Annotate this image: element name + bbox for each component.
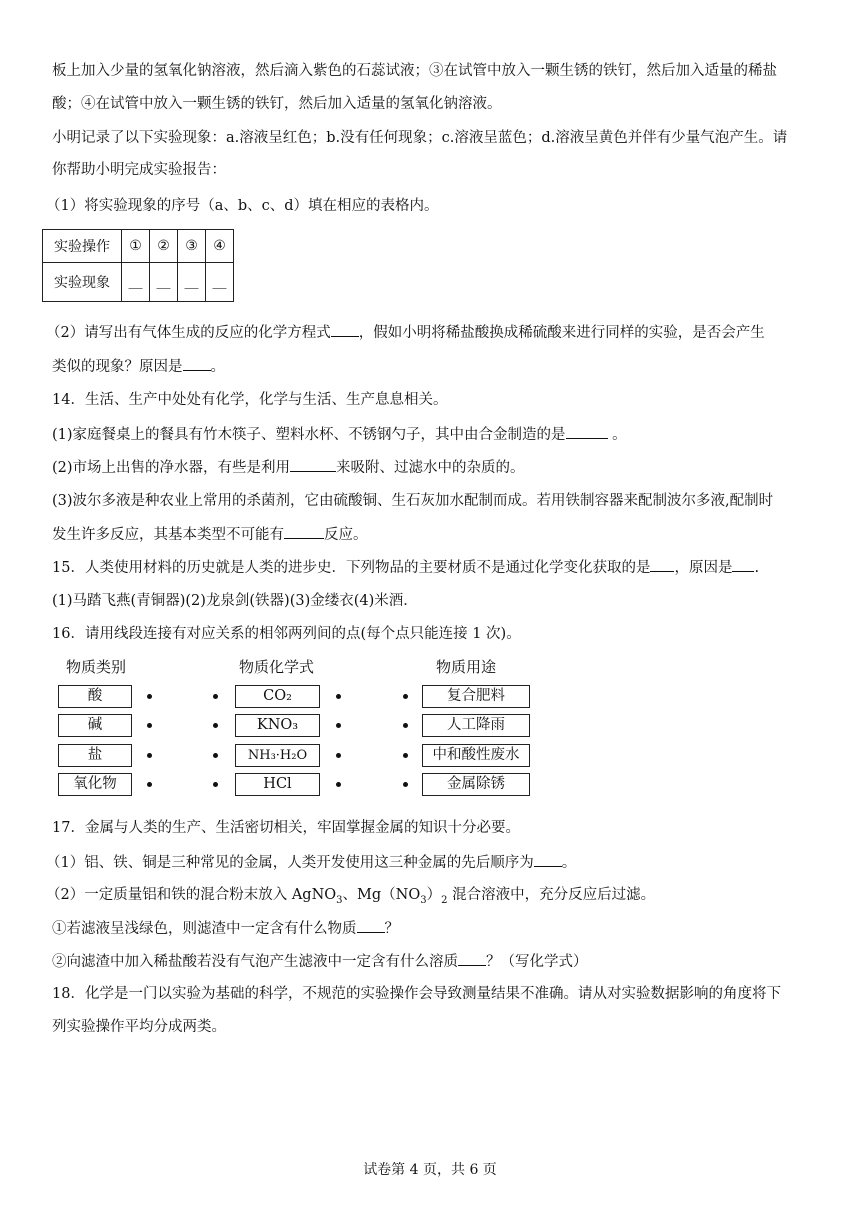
connect-dot[interactable] (147, 694, 152, 699)
column-header-category: 物质类别 (66, 658, 127, 676)
answer-blank[interactable] (534, 852, 562, 867)
column-header-formula: 物质化学式 (239, 658, 315, 676)
table-answer-cell[interactable]: ＿ (150, 263, 178, 302)
text-line: (1)马踏飞燕(青铜器)(2)龙泉剑(铁器)(3)金缕衣(4)米酒． (52, 593, 418, 609)
text-line: ②向滤渣中加入稀盐酸若没有气泡产生滤液中一定含有什么溶质 ？（写化学式） (52, 951, 820, 972)
connect-dot[interactable] (213, 753, 218, 758)
connect-dot[interactable] (147, 782, 152, 787)
connect-dot[interactable] (403, 723, 408, 728)
answer-blank[interactable] (331, 322, 359, 337)
question-18: 18．化学是一门以实验为基础的科学，不规范的实验操作会导致测量结果不准确。请从对实验数据影响的角度将下 (52, 986, 781, 1002)
table-header-operation: 实验操作 (43, 230, 122, 263)
text-line: （2）请写出有气体生成的反应的化学方程式 ，假如小明将稀盐酸换成稀硫酸来进行同样的实验，是否会产生 (46, 322, 820, 343)
category-box: 盐 (58, 744, 132, 767)
text-line: （2）一定质量铝和铁的混合粉末放入 AgNO$_3$、$Mg(NO_3)_2$ 混合溶液中，充分反应后过滤。 (46, 887, 656, 906)
table-cell: ② (150, 230, 178, 263)
text-line: 类似的现象？原因是 。 (52, 356, 820, 377)
connect-dot[interactable] (147, 723, 152, 728)
table-cell: ③ (178, 230, 206, 263)
question-15: 15．人类使用材料的历史就是人类的进步史．下列物品的主要材质不是通过化学变化获取的是 ，原因是 . (52, 557, 820, 578)
answer-blank[interactable] (357, 918, 385, 933)
question-16: 16．请用线段连接有对应关系的相邻两列间的点(每个点只能连接 1 次)。 (52, 626, 521, 642)
answer-blank[interactable] (284, 524, 324, 539)
table-answer-cell[interactable]: ＿ (206, 263, 234, 302)
connect-dot[interactable] (336, 782, 341, 787)
matching-diagram (58, 656, 578, 801)
text-line: 你帮助小明完成实验报告： (52, 162, 226, 178)
text-line: （1）铝、铁、铜是三种常见的金属，人类开发使用这三种金属的先后顺序为 。 (46, 852, 820, 873)
answer-blank[interactable] (183, 356, 211, 371)
answer-blank[interactable] (650, 557, 674, 572)
table-header-phenomenon: 实验现象 (43, 263, 122, 302)
connect-dot[interactable] (213, 782, 218, 787)
use-box: 中和酸性废水 (422, 744, 530, 767)
question-14: 14．生活、生产中处处有化学，化学与生活、生产息息相关。 (52, 392, 448, 408)
formula-box: CO₂ (235, 685, 320, 708)
table-cell: ④ (206, 230, 234, 263)
connect-dot[interactable] (213, 694, 218, 699)
answer-blank[interactable] (566, 424, 608, 439)
connect-dot[interactable] (336, 723, 341, 728)
text-line: 发生许多反应，其基本类型不可能有 反应。 (52, 524, 820, 545)
text-line: （1）将实验现象的序号（a、b、c、d）填在相应的表格内。 (46, 198, 439, 214)
table-answer-cell[interactable]: ＿ (122, 263, 150, 302)
use-box: 复合肥料 (422, 685, 530, 708)
formula-box: HCl (235, 773, 320, 796)
text-line: 小明记录了以下实验现象：a.溶液呈红色；b.没有任何现象；c.溶液呈蓝色；d.溶液呈黄色并伴有少量气泡产生。请 (52, 130, 788, 146)
use-box: 金属除锈 (422, 773, 530, 796)
connect-dot[interactable] (336, 753, 341, 758)
text-line: 酸；④在试管中放入一颗生锈的铁钉，然后加入适量的氢氧化钠溶液。 (52, 96, 502, 112)
page-footer: 试卷第 4 页，共 6 页 (363, 1162, 497, 1178)
formula-box: NH₃·H₂O (235, 744, 320, 767)
connect-dot[interactable] (147, 753, 152, 758)
text-line: (1)家庭餐桌上的餐具有竹木筷子、塑料水杯、不锈钢勺子，其中由合金制造的是 。 (52, 424, 820, 445)
text-line: ①若滤液呈浅绿色，则滤渣中一定含有什么物质 ？ (52, 918, 820, 939)
text-line: (3)波尔多液是种农业上常用的杀菌剂，它由硫酸铜、生石灰加水配制而成。若用铁制容器来配制波尔多液,配制时 (52, 493, 774, 509)
connect-dot[interactable] (403, 694, 408, 699)
formula-box: KNO₃ (235, 714, 320, 737)
connect-dot[interactable] (403, 753, 408, 758)
category-box: 酸 (58, 685, 132, 708)
table-answer-cell[interactable]: ＿ (178, 263, 206, 302)
answer-blank[interactable] (458, 951, 486, 966)
answer-blank[interactable] (290, 457, 336, 472)
text-line: (2)市场上出售的净水器，有些是利用 来吸附、过滤水中的杂质的。 (52, 457, 820, 478)
connect-dot[interactable] (213, 723, 218, 728)
experiment-table (42, 229, 234, 302)
category-box: 碱 (58, 714, 132, 737)
text-line: 列实验操作平均分成两类。 (52, 1019, 226, 1035)
connect-dot[interactable] (403, 782, 408, 787)
text-line: 板上加入少量的氢氧化钠溶液，然后滴入紫色的石蕊试液；③在试管中放入一颗生锈的铁钉，然后加入适量的稀盐 (52, 63, 777, 79)
table-cell: ① (122, 230, 150, 263)
connect-dot[interactable] (336, 694, 341, 699)
use-box: 人工降雨 (422, 714, 530, 737)
answer-blank[interactable] (732, 557, 754, 572)
question-17: 17．金属与人类的生产、生活密切相关，牢固掌握金属的知识十分必要。 (52, 820, 520, 836)
column-header-use: 物质用途 (436, 658, 497, 676)
category-box: 氧化物 (58, 773, 132, 796)
